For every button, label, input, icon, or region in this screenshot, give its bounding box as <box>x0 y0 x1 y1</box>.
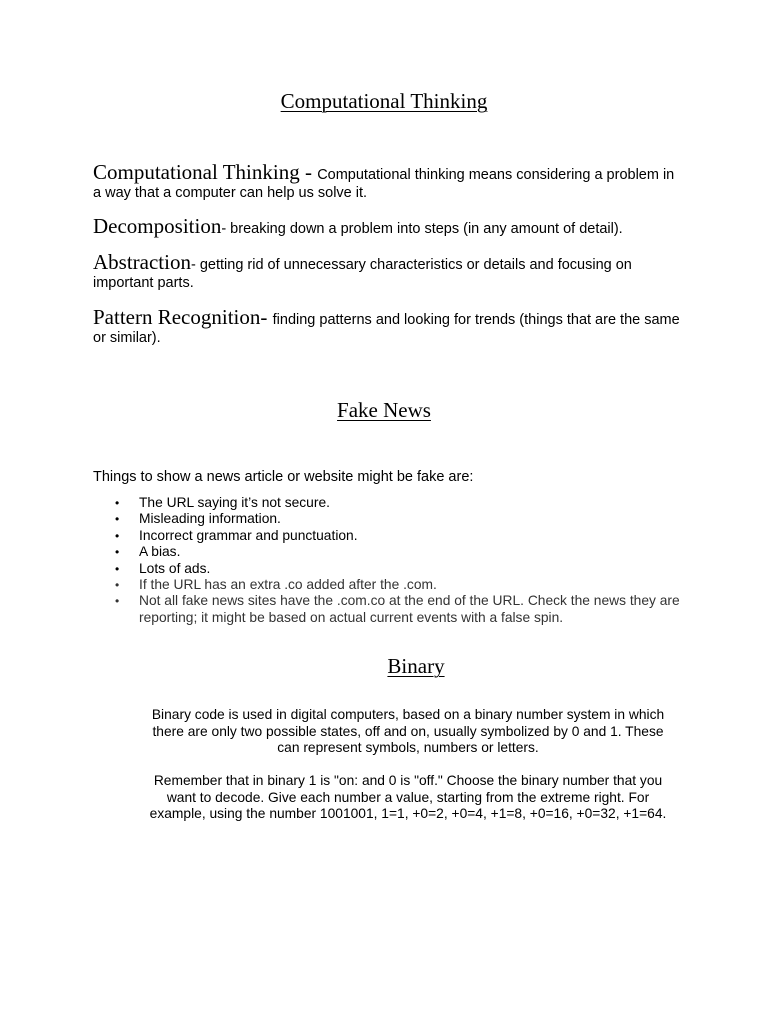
term-decomposition: Decomposition <box>93 214 222 238</box>
term-pattern-recognition: Pattern Recognition- <box>93 305 273 329</box>
bullet-icon: • <box>115 496 120 510</box>
definition-text: Computational thinking means considering a problem in a way that a computer can help us solve it. <box>93 167 675 201</box>
list-item: • Misleading information. <box>115 511 281 527</box>
list-item: • The URL saying it’s not secure. <box>115 495 330 510</box>
fake-news-intro: Things to show a news article or website might be fake are: <box>93 469 474 485</box>
definition-text: finding patterns and looking for trends (things that are the same or similar). <box>93 312 680 346</box>
binary-paragraph-2: Remember that in binary 1 is "on: and 0 is "off." Choose the binary number that you want to decode. Give each number a value, starting from the extreme right. For example, using the number 1001001, 1=1, +0=2, +0=4, +1=8, +0=16, +0=32, +1=64. <box>149 773 667 822</box>
fake-news-list <box>93 495 693 626</box>
term-computational-thinking: Computational Thinking - <box>93 160 318 184</box>
term-abstraction: Abstraction <box>93 250 191 274</box>
bullet-icon: • <box>115 594 120 609</box>
bullet-icon: • <box>115 561 120 576</box>
definition-abstraction <box>93 250 683 292</box>
bullet-icon: • <box>115 578 120 593</box>
definition-decomposition <box>93 214 683 238</box>
section-title-binary: Binary <box>387 654 445 678</box>
bullet-icon: • <box>115 528 120 543</box>
list-item: • A bias. <box>115 544 181 560</box>
definition-text: - breaking down a problem into steps (in any amount of detail). <box>221 221 623 237</box>
definition-computational-thinking <box>93 160 683 202</box>
list-item: • Incorrect grammar and punctuation. <box>115 527 358 543</box>
section-title-fake-news: Fake News <box>337 398 431 422</box>
definition-pattern-recognition <box>93 305 683 347</box>
definition-text: - getting rid of unnecessary characteristics or details and focusing on important parts. <box>93 257 632 291</box>
list-item: • Lots of ads. <box>115 560 211 576</box>
list-item: • If the URL has an extra .co added after the .com. <box>115 577 437 593</box>
binary-paragraph-1: Binary code is used in digital computers, based on a binary number system in which there are only two possible states, off and on, usually symbolized by 0 and 1. These can represent symbols, numbers or letters. <box>151 707 665 756</box>
bullet-icon: • <box>115 512 120 527</box>
list-item: • Not all fake news sites have the .com.co at the end of the URL. Check the news they are reporting; it might be based on actual current events with a false spin. <box>115 593 680 625</box>
section-title-computational-thinking: Computational Thinking <box>280 89 488 113</box>
bullet-icon: • <box>115 545 120 560</box>
